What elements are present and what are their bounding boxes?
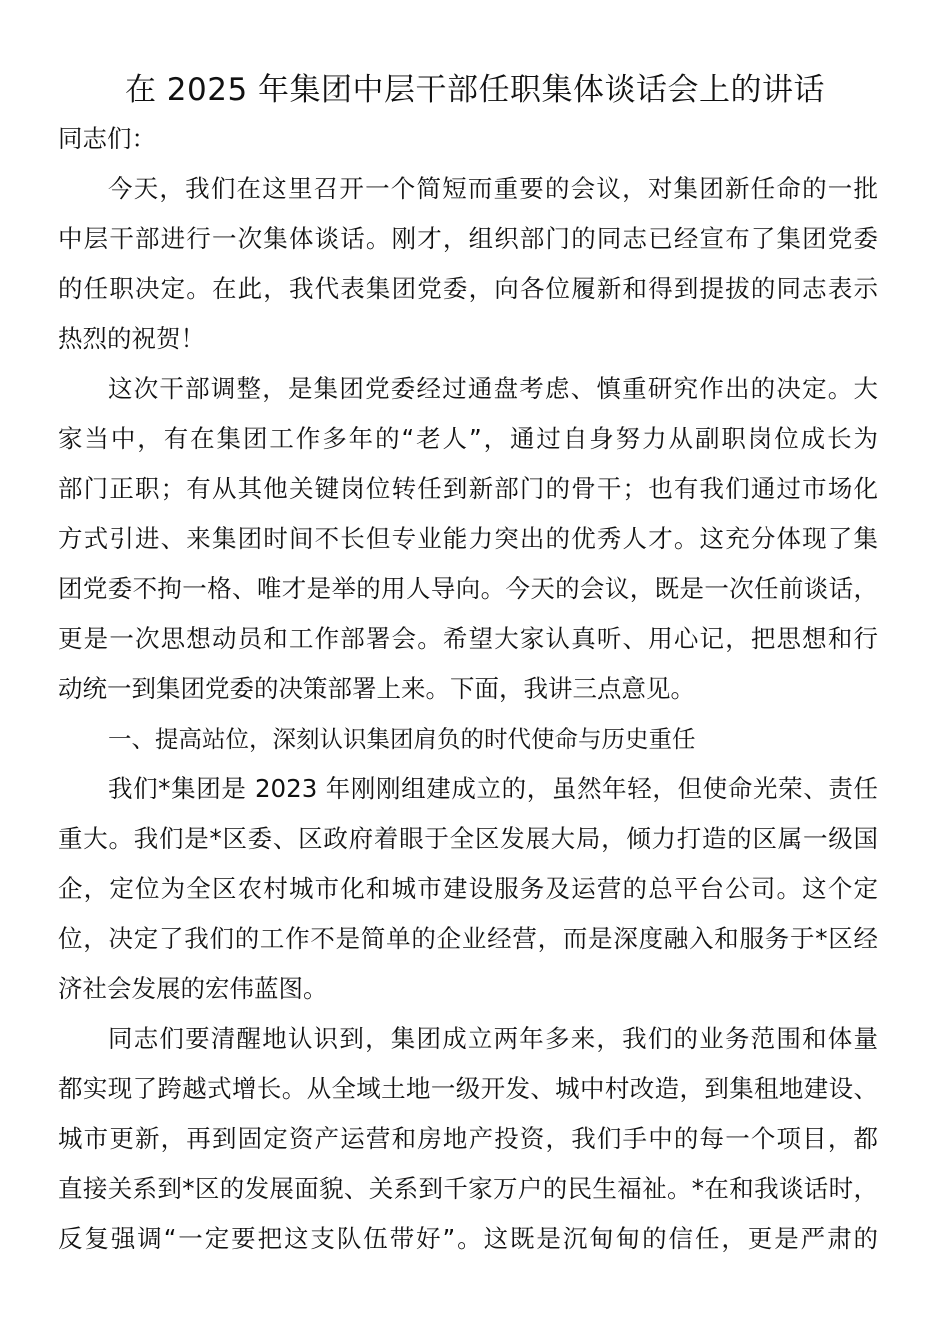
- text-line: 济社会发展的宏伟蓝图。: [58, 974, 328, 1003]
- text-line: 方式引进、来集团时间不长但专业能力突出的优秀人才。这充分体现了集: [58, 524, 878, 553]
- text-line: 团党委不拘一格、唯才是举的用人导向。今天的会议，既是一次任前谈话，: [58, 574, 878, 603]
- text-line: 直接关系到*区的发展面貌、关系到千家万户的民生福祉。*在和我谈话时，: [58, 1174, 878, 1203]
- text-line: 热烈的祝贺！: [58, 324, 205, 353]
- paragraph-1: [58, 164, 878, 364]
- paragraph-2: [58, 364, 878, 714]
- text-line: 重大。我们是*区委、区政府着眼于全区发展大局，倾力打造的区属一级国: [58, 824, 878, 853]
- text-line: 位，决定了我们的工作不是简单的企业经营，而是深度融入和服务于*区经: [58, 924, 878, 953]
- document-title: 在 2025 年集团中层干部任职集体谈话会上的讲话: [124, 72, 826, 108]
- text-line: 部门正职；有从其他关键岗位转任到新部门的骨干；也有我们通过市场化: [58, 474, 878, 503]
- text-line: 家当中，有在集团工作多年的“老人”，通过自身努力从副职岗位成长为: [58, 424, 878, 453]
- text-line: 企，定位为全区农村城市化和城市建设服务及运营的总平台公司。这个定: [58, 874, 878, 903]
- text-line: 反复强调“一定要把这支队伍带好”。这既是沉甸甸的信任，更是严肃的: [58, 1224, 878, 1253]
- document-body: [58, 114, 878, 1264]
- text-line: 我们*集团是 2023 年刚刚组建成立的，虽然年轻，但使命光荣、责任: [108, 774, 878, 803]
- text-line: 同志们要清醒地认识到，集团成立两年多来，我们的业务范围和体量: [108, 1024, 878, 1053]
- salutation: 同志们：: [58, 124, 156, 153]
- paragraph-4: [58, 1014, 878, 1264]
- text-line: 城市更新，再到固定资产运营和房地产投资，我们手中的每一个项目，都: [58, 1124, 878, 1153]
- text-line: 这次干部调整，是集团党委经过通盘考虑、慎重研究作出的决定。大: [108, 374, 878, 403]
- text-line: 中层干部进行一次集体谈话。刚才，组织部门的同志已经宣布了集团党委: [58, 224, 878, 253]
- text-line: 今天，我们在这里召开一个简短而重要的会议，对集团新任命的一批: [108, 174, 878, 203]
- text-line: 的任职决定。在此，我代表集团党委，向各位履新和得到提拔的同志表示: [58, 274, 878, 303]
- text-line: 动统一到集团党委的决策部署上来。下面，我讲三点意见。: [58, 674, 695, 703]
- text-line: 都实现了跨越式增长。从全域土地一级开发、城中村改造，到集租地建设、: [58, 1074, 878, 1103]
- section-heading: 一、提高站位，深刻认识集团肩负的时代使命与历史重任: [108, 725, 696, 753]
- text-line: 更是一次思想动员和工作部署会。希望大家认真听、用心记，把思想和行: [58, 624, 878, 653]
- paragraph-3: [58, 764, 878, 1014]
